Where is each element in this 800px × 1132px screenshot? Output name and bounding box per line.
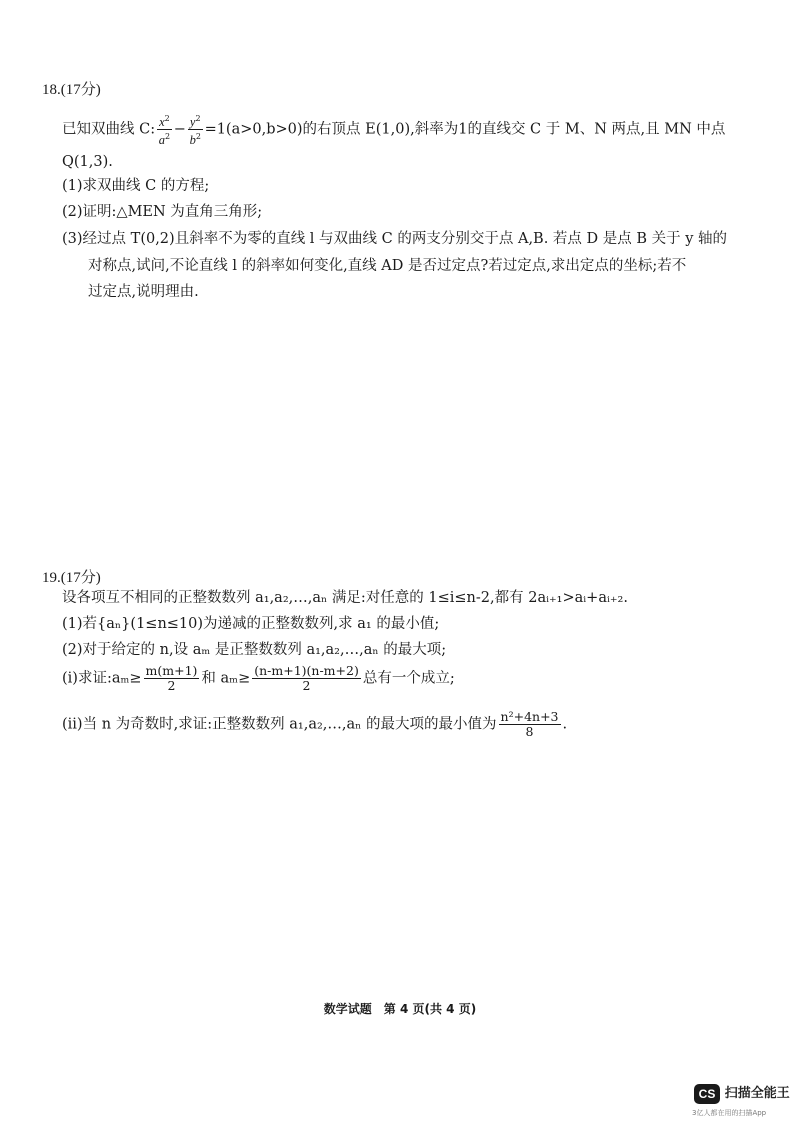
scanner-watermark bbox=[694, 1084, 790, 1104]
page-footer: 数学试题 第 4 页(共 4 页) bbox=[323, 1002, 477, 1016]
m-fraction-den: 2 bbox=[167, 678, 176, 693]
q18-header: 18.(17分) bbox=[42, 82, 101, 98]
q18-part1: (1)求双曲线 C 的方程; bbox=[62, 178, 210, 194]
q18-intro-a: 已知双曲线 C: bbox=[62, 121, 156, 138]
m-fraction bbox=[144, 664, 200, 693]
q18-part2: (2)证明:△MEN 为直角三角形; bbox=[62, 204, 263, 220]
q19-part1: (1)若{aₙ}(1≤n≤10)为递减的正整数数列,求 a₁ 的最小值; bbox=[62, 616, 440, 632]
q19-part2i-a: (ⅰ)求证:aₘ≥ bbox=[62, 670, 142, 687]
max-term-fraction bbox=[499, 710, 561, 739]
nm-fraction-den: 2 bbox=[302, 678, 311, 693]
q18-intro-line1: 已知双曲线 C: $\frac{x^2}{a^2}$ − $\frac{y^2}{b^2}$ =1(a>0,b>0)的右顶点 E(1,0),斜率为1的直线交 C 于 M、N 两点,且 MN 中点 bbox=[62, 114, 726, 148]
y2-over-b2-fraction: $\frac{y^2}{b^2}$ bbox=[189, 114, 201, 148]
q19-part2i-c: 总有一个成立; bbox=[362, 670, 455, 687]
scanner-brand: 扫描全能王 bbox=[724, 1086, 790, 1101]
x2-over-a2-fraction: $\frac{x^2}{a^2}$ bbox=[158, 114, 171, 148]
q19-part2ii-end: . bbox=[562, 716, 568, 733]
q18-part3-a: (3)经过点 T(0,2)且斜率不为零的直线 l 与双曲线 C 的两支分别交于点 A,B. 若点 D 是点 B 关于 y 轴的 bbox=[62, 231, 728, 247]
q18-part3-b: 对称点,试问,不论直线 l 的斜率如何变化,直线 AD 是否过定点?若过定点,求出定点的坐标;若不 bbox=[88, 258, 687, 274]
m-fraction-num: m(m+1) bbox=[145, 663, 198, 678]
q19-part2: (2)对于给定的 n,设 aₘ 是正整数数列 a₁,a₂,…,aₙ 的最大项; bbox=[62, 642, 447, 658]
scanner-tagline: 3亿人都在用的扫描App bbox=[692, 1109, 767, 1117]
q18-intro-b: =1(a>0,b>0)的右顶点 E(1,0),斜率为1的直线交 C 于 M、N 两点,且 MN 中点 bbox=[204, 121, 726, 138]
q19-intro: 设各项互不相同的正整数数列 a₁,a₂,…,aₙ 满足:对任意的 1≤i≤n-2,都有 2aᵢ₊₁>aᵢ+aᵢ₊₂. bbox=[62, 590, 628, 606]
q19-part2i-b: 和 aₘ≥ bbox=[201, 670, 251, 687]
max-term-num: n²+4n+3 bbox=[500, 709, 559, 724]
q18-intro-c: Q(1,3). bbox=[62, 154, 113, 170]
q18-part3-c: 过定点,说明理由. bbox=[88, 284, 199, 300]
q19-part2i bbox=[62, 664, 455, 693]
cs-logo-icon: CS bbox=[694, 1084, 720, 1104]
q19-part2ii bbox=[62, 710, 567, 739]
q19-header: 19.(17分) bbox=[42, 570, 101, 586]
nm-fraction bbox=[252, 664, 361, 693]
nm-fraction-num: (n-m+1)(n-m+2) bbox=[254, 663, 359, 678]
q19-part2ii-a: (ⅱ)当 n 为奇数时,求证:正整数数列 a₁,a₂,…,aₙ 的最大项的最小值为 bbox=[62, 716, 497, 733]
max-term-den: 8 bbox=[525, 724, 534, 739]
